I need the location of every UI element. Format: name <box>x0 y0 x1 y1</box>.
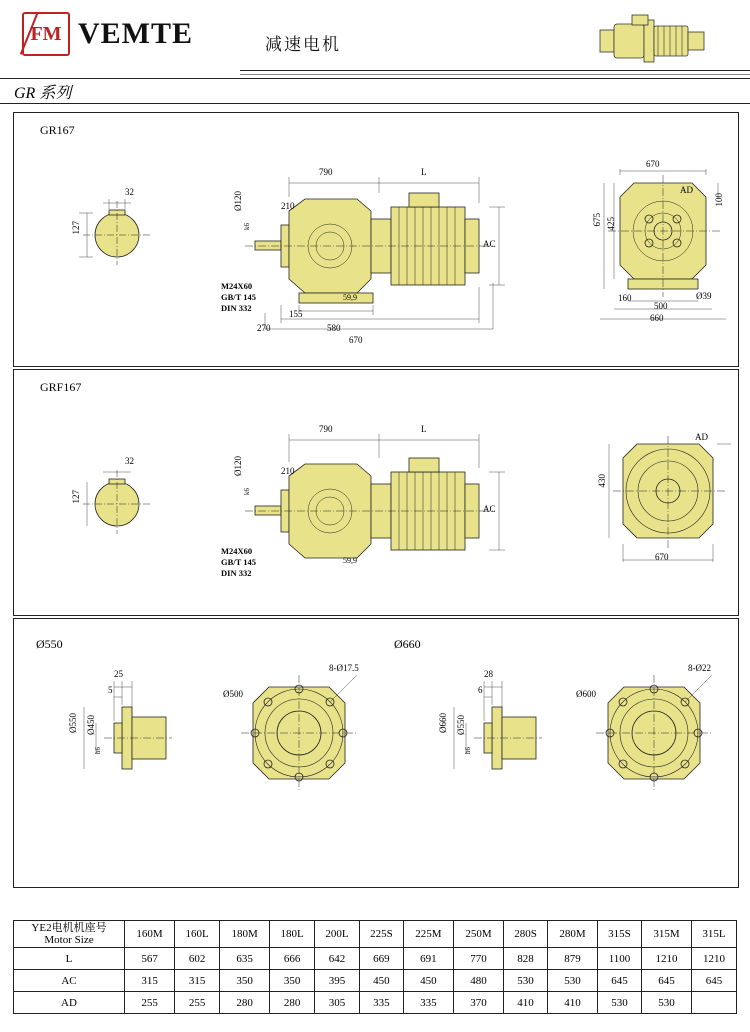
dim-670-bottom: 670 <box>349 335 363 345</box>
dim-675: 675 <box>592 213 602 227</box>
cell: 450 <box>403 970 453 992</box>
dim-270: 270 <box>257 323 271 333</box>
cell: 410 <box>547 992 597 1014</box>
dim-160: 160 <box>618 293 632 303</box>
panel-label-gr167: GR167 <box>40 123 75 137</box>
logo-mark-icon <box>22 12 70 56</box>
flange-550-face <box>223 663 379 807</box>
cell: 315 <box>175 970 220 992</box>
cell: 645 <box>641 970 691 992</box>
flange-title-550: Ø550 <box>36 637 63 651</box>
dim-flange-dia-grf: Ø120 <box>233 456 243 476</box>
side-view-gr167 <box>221 163 519 345</box>
cell: 335 <box>403 992 453 1014</box>
gearmotor-illustration <box>598 14 708 70</box>
dim-AD: AD <box>680 185 693 195</box>
note-m24: M24X60 <box>221 281 253 291</box>
col-head: 160M <box>125 921 175 948</box>
cell: 410 <box>504 992 548 1014</box>
dim-59-9-grf: 59,9 <box>343 556 357 565</box>
dim-28: 28 <box>484 669 493 679</box>
dim-AD-grf: AD <box>695 432 708 442</box>
panel-flanges <box>13 618 739 888</box>
dim-670-end: 670 <box>646 159 660 169</box>
header-rule-bottom <box>240 74 750 75</box>
table-corner-cn: YE2电机机座号 <box>31 922 107 934</box>
dim-210: 210 <box>281 201 295 211</box>
dim-670-grf: 670 <box>655 552 669 562</box>
cell: 450 <box>359 970 403 992</box>
col-head: 225S <box>359 921 403 948</box>
cell: 255 <box>175 992 220 1014</box>
panel-gr167 <box>13 112 739 367</box>
cell: 530 <box>504 970 548 992</box>
dim-dia-450-sub: h6 <box>94 747 102 754</box>
end-view-gr167 <box>592 159 734 339</box>
cell: 691 <box>403 948 453 970</box>
cell: 635 <box>220 948 270 970</box>
flange-660-face <box>576 663 734 807</box>
cell: 370 <box>453 992 503 1014</box>
dim-59-9: 59,9 <box>343 293 357 302</box>
dim-holes-550: 8-Ø17.5 <box>329 663 359 673</box>
cell: 335 <box>359 992 403 1014</box>
cell: 530 <box>547 970 597 992</box>
panel-label-grf167: GRF167 <box>40 380 82 394</box>
series-bar <box>0 78 750 104</box>
col-head: 315M <box>641 921 691 948</box>
cell: 530 <box>641 992 691 1014</box>
dim-dia-550: Ø550 <box>68 713 78 733</box>
dim-holes-660: 8-Ø22 <box>688 663 711 673</box>
dim-flange-sub: k6 <box>243 223 251 230</box>
dim-L: L <box>421 167 427 177</box>
col-head: 180M <box>220 921 270 948</box>
cell: 602 <box>175 948 220 970</box>
dim-425: 425 <box>606 217 616 231</box>
cell: 567 <box>125 948 175 970</box>
flange-660-section <box>414 669 544 799</box>
col-head: 160L <box>175 921 220 948</box>
cell: 669 <box>359 948 403 970</box>
col-head: 315S <box>598 921 642 948</box>
dim-dia-550-in: Ø550 <box>456 715 466 735</box>
dim-dia-450: Ø450 <box>86 715 96 735</box>
dim-430: 430 <box>597 474 607 488</box>
dim-L-grf: L <box>421 424 427 434</box>
dim-500: 500 <box>654 301 668 311</box>
cell: 642 <box>315 948 360 970</box>
dim-dia-550-sub: h6 <box>464 747 472 754</box>
dim-210-grf: 210 <box>281 466 295 476</box>
cell: 645 <box>692 970 737 992</box>
dim-hole-39: Ø39 <box>696 291 712 301</box>
flange-title-660: Ø660 <box>394 637 421 651</box>
cell <box>692 992 737 1014</box>
cell: 530 <box>598 992 642 1014</box>
cell: 879 <box>547 948 597 970</box>
dim-flange-sub-grf: k6 <box>243 488 251 495</box>
cell: 255 <box>125 992 175 1014</box>
dim-key-32-grf: 32 <box>125 456 134 466</box>
dim-AC: AC <box>483 239 496 249</box>
dim-bolt-circle-550: Ø500 <box>223 689 243 699</box>
cell: 828 <box>504 948 548 970</box>
cell: 1210 <box>692 948 737 970</box>
flange-550-section <box>44 669 174 799</box>
col-head: 250M <box>453 921 503 948</box>
row-label: AC <box>14 970 125 992</box>
header-rule-top <box>240 70 750 71</box>
series-title: GR 系列 <box>14 85 72 102</box>
brand-logo <box>22 12 193 56</box>
cell: 395 <box>315 970 360 992</box>
dim-580: 580 <box>327 323 341 333</box>
col-head: 315L <box>692 921 737 948</box>
dim-155: 155 <box>289 309 303 319</box>
shaft-section-gr167 <box>69 187 179 271</box>
row-label: L <box>14 948 125 970</box>
table-row <box>14 992 737 1014</box>
col-head: 280S <box>504 921 548 948</box>
header-title-cn: 减速电机 <box>265 35 341 55</box>
dim-100: 100 <box>714 193 724 207</box>
dim-790-grf: 790 <box>319 424 333 434</box>
end-view-grf167 <box>599 432 739 592</box>
dim-dia-660: Ø660 <box>438 713 448 733</box>
col-head: 225M <box>403 921 453 948</box>
table-corner-en: Motor Size <box>44 934 94 946</box>
cell: 770 <box>453 948 503 970</box>
dim-5: 5 <box>108 685 113 695</box>
dim-bolt-circle-660: Ø600 <box>576 689 596 699</box>
logo-mark-text: FM <box>30 22 62 45</box>
cell: 666 <box>270 948 315 970</box>
note-m24-grf: M24X60 <box>221 546 253 556</box>
dim-key-32: 32 <box>125 187 134 197</box>
dim-AC-grf: AC <box>483 504 496 514</box>
cell: 280 <box>270 992 315 1014</box>
col-head: 280M <box>547 921 597 948</box>
side-view-grf167 <box>221 420 519 580</box>
shaft-section-grf167 <box>69 456 179 540</box>
dim-6: 6 <box>478 685 483 695</box>
note-din: DIN 332 <box>221 303 252 313</box>
cell: 480 <box>453 970 503 992</box>
table-row <box>14 970 737 992</box>
table-row <box>14 948 737 970</box>
dim-flange-dia: Ø120 <box>233 191 243 211</box>
note-din-grf: DIN 332 <box>221 568 252 578</box>
dim-660: 660 <box>650 313 664 323</box>
cell: 350 <box>270 970 315 992</box>
cell: 315 <box>125 970 175 992</box>
cell: 1210 <box>641 948 691 970</box>
dim-25: 25 <box>114 669 123 679</box>
dim-shaft-127: 127 <box>71 221 81 235</box>
cell: 305 <box>315 992 360 1014</box>
cell: 350 <box>220 970 270 992</box>
cell: 280 <box>220 992 270 1014</box>
motor-size-table <box>13 920 737 1014</box>
table-header-row <box>14 921 737 948</box>
cell: 645 <box>598 970 642 992</box>
cell: 1100 <box>598 948 642 970</box>
table-corner-cell <box>14 921 125 948</box>
note-gbt-grf: GB/T 145 <box>221 557 257 567</box>
brand-name: VEMTE <box>78 17 194 50</box>
dim-790: 790 <box>319 167 333 177</box>
row-label: AD <box>14 992 125 1014</box>
panel-grf167 <box>13 369 739 616</box>
col-head: 180L <box>270 921 315 948</box>
dim-shaft-127-grf: 127 <box>71 490 81 504</box>
col-head: 200L <box>315 921 360 948</box>
page-header <box>0 0 750 78</box>
note-gbt: GB/T 145 <box>221 292 257 302</box>
